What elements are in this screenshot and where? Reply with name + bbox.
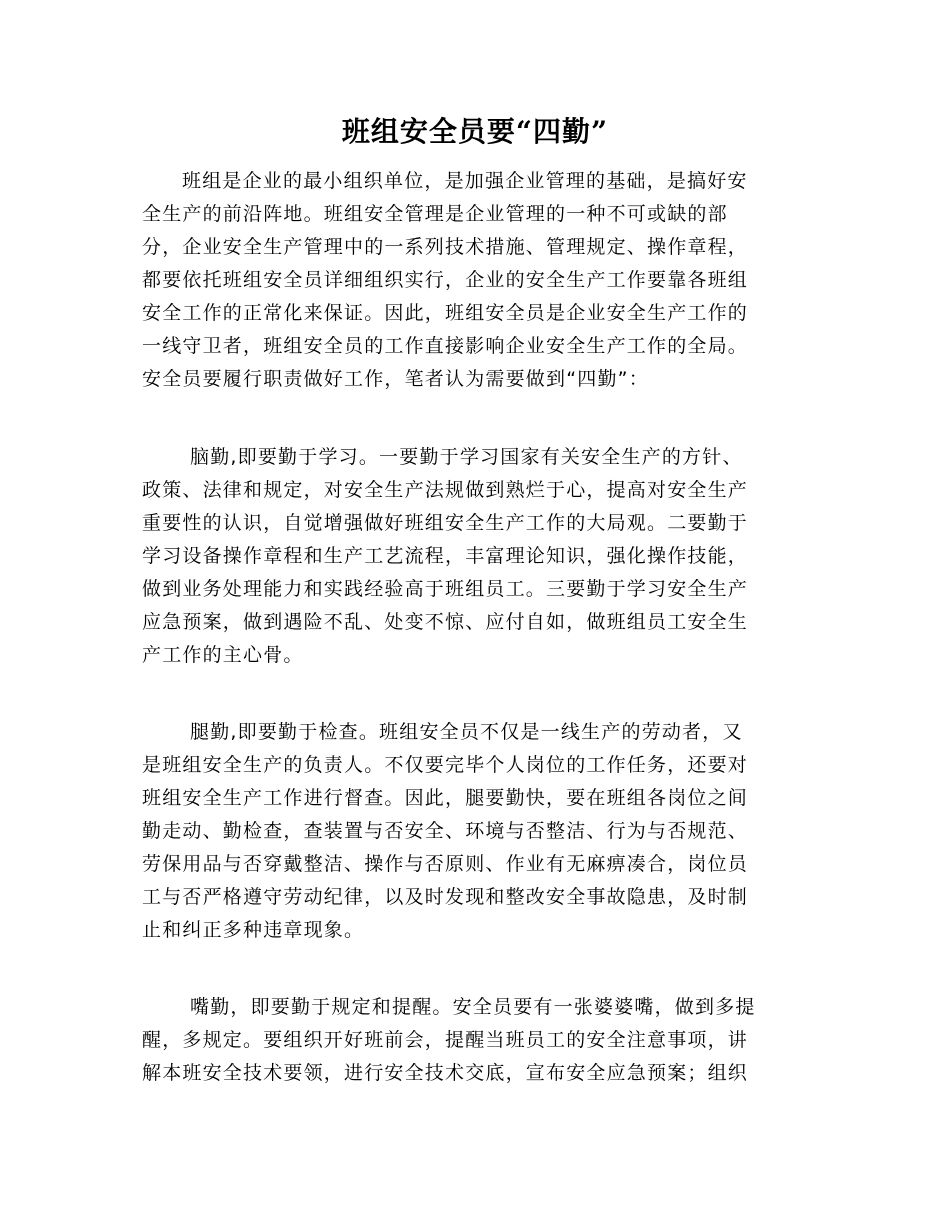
paragraph-intro xyxy=(142,165,806,396)
paragraph-line: 分，企业安全生产管理中的一系列技术措施、管理规定、操作章程， xyxy=(142,236,749,258)
paragraph-line: 班组安全生产工作进行督查。因此，腿要勤快，要在班组各岗位之间 xyxy=(142,787,749,809)
paragraph-brain-diligence xyxy=(142,441,806,672)
paragraph-line: 腿勤,即要勤于检查。班组安全员不仅是一线生产的劳动者，又 xyxy=(190,721,743,743)
paragraph-line: 止和纠正多种违章现象。 xyxy=(142,919,365,941)
paragraph-line: 安全员要履行职责做好工作，笔者认为需要做到“四勤”： xyxy=(142,368,649,390)
paragraph-line: 是班组安全生产的负责人。不仅要完毕个人岗位的工作任务，还要对 xyxy=(142,754,749,776)
paragraph-line: 重要性的认识，自觉增强做好班组安全生产工作的大局观。二要勤于 xyxy=(142,512,749,534)
paragraph-line: 应急预案，做到遇险不乱、处变不惊、应付自如，做班组员工安全生 xyxy=(142,611,749,633)
paragraph-line: 工与否严格遵守劳动纪律，以及时发现和整改安全事故隐患，及时制 xyxy=(142,886,749,908)
paragraph-line: 政策、法律和规定，对安全生产法规做到熟烂于心，提高对安全生产 xyxy=(142,479,749,501)
paragraph-line: 劳保用品与否穿戴整洁、操作与否原则、作业有无麻痹凑合，岗位员 xyxy=(142,853,749,875)
paragraph-line: 学习设备操作章程和生产工艺流程，丰富理论知识，强化操作技能， xyxy=(142,545,749,567)
paragraph-line: 班组是企业的最小组织单位，是加强企业管理的基础，是搞好安 xyxy=(182,170,748,192)
paragraph-line: 都要依托班组安全员详细组织实行，企业的安全生产工作要靠各班组 xyxy=(142,269,749,291)
paragraph-line: 做到业务处理能力和实践经验高于班组员工。三要勤于学习安全生产 xyxy=(142,578,749,600)
paragraph-leg-diligence xyxy=(142,716,806,947)
paragraph-line: 脑勤,即要勤于学习。一要勤于学习国家有关安全生产的方针、 xyxy=(190,446,743,468)
paragraph-line: 产工作的主心骨。 xyxy=(142,644,304,666)
paragraph-line: 醒，多规定。要组织开好班前会，提醒当班员工的安全注意事项，讲 xyxy=(142,1029,749,1051)
paragraph-line: 解本班安全技术要领，进行安全技术交底，宣布安全应急预案；组织 xyxy=(142,1062,749,1084)
paragraph-line: 一线守卫者，班组安全员的工作直接影响企业安全生产工作的全局。 xyxy=(142,335,749,357)
paragraph-line: 嘴勤，即要勤于规定和提醒。安全员要有一张婆婆嘴，做到多提 xyxy=(190,996,756,1018)
paragraph-line: 勤走动、勤检查，查装置与否安全、环境与否整洁、行为与否规范、 xyxy=(142,820,749,842)
document-title: 班组安全员要“四勤” xyxy=(341,115,609,148)
paragraph-mouth-diligence xyxy=(142,991,806,1090)
paragraph-line: 安全工作的正常化来保证。因此，班组安全员是企业安全生产工作的 xyxy=(142,302,749,324)
paragraph-line: 全生产的前沿阵地。班组安全管理是企业管理的一种不可或缺的部 xyxy=(142,203,728,225)
